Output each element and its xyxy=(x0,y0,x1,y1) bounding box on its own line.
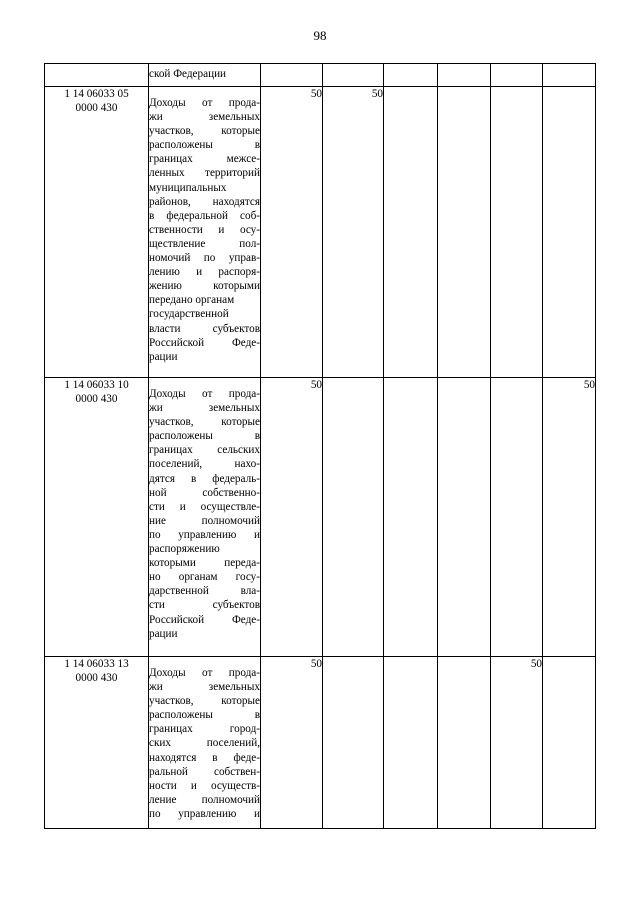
value-cell xyxy=(384,87,438,378)
description-line: в федеральной соб- xyxy=(149,209,260,222)
value-cell xyxy=(384,378,438,657)
code-line: 1 14 06033 13 xyxy=(64,658,129,670)
description-line: расположены в xyxy=(149,139,260,152)
description-line: которыми переда- xyxy=(149,557,260,570)
description-line: ственности и осу- xyxy=(149,223,260,236)
description-line: ральной собствен- xyxy=(149,765,260,778)
page-number: 98 xyxy=(313,28,327,43)
description-cell xyxy=(149,87,261,378)
description-line: но органам госу- xyxy=(149,571,260,584)
description-line: лению и распоря- xyxy=(149,266,260,279)
value-cell xyxy=(323,378,384,657)
table-row xyxy=(45,378,596,657)
value-cell: 50 xyxy=(543,378,596,657)
value-cell xyxy=(438,87,491,378)
description-line: границах сельских xyxy=(149,444,260,457)
description-line: поселений, нахо- xyxy=(149,458,260,471)
description-line: жению которыми xyxy=(149,280,260,293)
description-line: власти субъектов xyxy=(149,322,260,335)
description-line: рации xyxy=(149,627,178,640)
value-cell xyxy=(261,64,323,87)
value-cell xyxy=(491,378,543,657)
description-line: Доходы от прода- xyxy=(149,667,260,679)
description-line: государственной xyxy=(149,308,229,321)
description-line: сти и осуществле- xyxy=(149,500,260,513)
value-cell xyxy=(491,87,543,378)
description-line: ной собственно- xyxy=(149,486,260,499)
code-line: 0000 430 xyxy=(75,393,118,406)
value-cell xyxy=(543,64,596,87)
description-line: Доходы от прода- xyxy=(149,388,260,400)
description-line: дятся в федераль- xyxy=(149,472,260,485)
description-line: муниципальных xyxy=(149,181,227,194)
code-line: 0000 430 xyxy=(75,672,118,685)
description-line: границах межсе- xyxy=(149,153,260,166)
description-line: ществление пол- xyxy=(149,237,260,250)
value-cell xyxy=(438,657,491,829)
description-line: ских поселений, xyxy=(149,737,260,750)
code-cell xyxy=(45,378,149,657)
description-line: ние полномочий xyxy=(149,514,260,527)
description-line: ление полномочий xyxy=(149,793,260,806)
continuation-text: ской Федерации xyxy=(149,68,227,80)
description-line: ленных территорий xyxy=(149,167,260,180)
value-cell xyxy=(323,657,384,829)
continuation-row xyxy=(45,64,596,87)
description-line: Российской Феде- xyxy=(149,336,260,349)
value-cell: 50 xyxy=(491,657,543,829)
value-cell: 50 xyxy=(323,87,384,378)
description-line: расположены в xyxy=(149,430,260,443)
code-line: 1 14 06033 10 xyxy=(64,379,129,391)
description-line: передано органам xyxy=(149,294,235,307)
description-line: районов, находятся xyxy=(149,195,260,208)
value-cell xyxy=(438,378,491,657)
value-cell xyxy=(323,64,384,87)
description-line: участков, которые xyxy=(149,695,260,708)
value-cell xyxy=(491,64,543,87)
description-line: жи земельных xyxy=(149,402,260,415)
description-line: дарственной вла- xyxy=(149,585,260,598)
value-cell: 50 xyxy=(261,87,323,378)
value-cell xyxy=(384,657,438,829)
description-cell xyxy=(149,378,261,657)
code-cell xyxy=(45,87,149,378)
value-cell: 50 xyxy=(261,657,323,829)
description-line: участков, которые xyxy=(149,125,260,138)
description-line: находятся в феде- xyxy=(149,751,260,764)
value-cell xyxy=(543,657,596,829)
description-line: рации xyxy=(149,350,178,363)
code-line: 0000 430 xyxy=(75,102,118,115)
description-cell xyxy=(149,657,261,829)
value-cell xyxy=(543,87,596,378)
table-row xyxy=(45,657,596,829)
value-cell: 50 xyxy=(261,378,323,657)
description-line: по управлению и xyxy=(149,807,260,820)
code-line: 1 14 06033 05 xyxy=(64,88,129,100)
description-line: жи земельных xyxy=(149,681,260,694)
description-line: жи земельных xyxy=(149,111,260,124)
code-cell xyxy=(45,64,149,87)
description-line: номочий по управ- xyxy=(149,252,260,265)
code-cell xyxy=(45,657,149,829)
description-line: ности и осуществ- xyxy=(149,779,260,792)
description-line: сти субъектов xyxy=(149,599,260,612)
description-line: участков, которые xyxy=(149,416,260,429)
description-line: по управлению и xyxy=(149,528,260,541)
description-cell xyxy=(149,64,261,87)
value-cell xyxy=(438,64,491,87)
description-line: Доходы от прода- xyxy=(149,97,260,109)
table-row xyxy=(45,87,596,378)
budget-table xyxy=(44,63,596,829)
description-line: распоряжению xyxy=(149,543,220,556)
value-cell xyxy=(384,64,438,87)
description-line: границах город- xyxy=(149,723,260,736)
description-line: расположены в xyxy=(149,709,260,722)
description-line: Российской Феде- xyxy=(149,613,260,626)
